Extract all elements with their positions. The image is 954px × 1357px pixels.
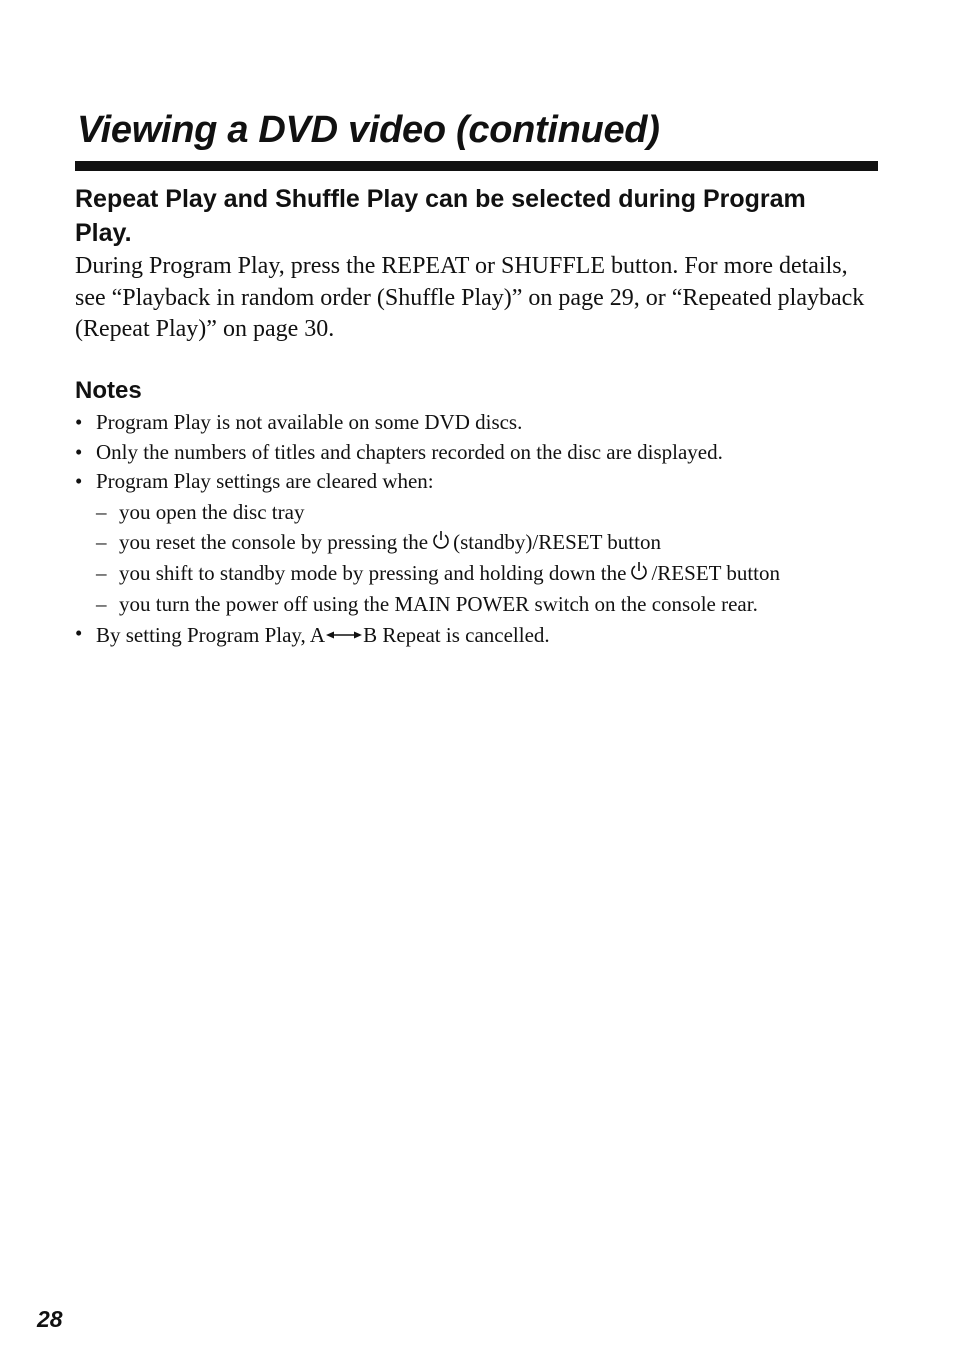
title-rule xyxy=(75,161,878,171)
note-item xyxy=(75,408,895,438)
note-item xyxy=(75,467,895,619)
note-text: By setting Program Play, A xyxy=(96,622,326,647)
sub-item xyxy=(96,558,895,589)
sub-item-text: you shift to standby mode by pressing and holding down the xyxy=(119,560,627,585)
sub-item-text: /RESET button xyxy=(651,560,781,585)
bullet: • xyxy=(75,439,83,464)
notes-heading: Notes xyxy=(75,377,142,404)
bullet: • xyxy=(75,410,83,434)
note-text: Program Play settings are cleared when: xyxy=(96,469,434,493)
double-arrow-icon xyxy=(326,619,362,649)
power-icon xyxy=(630,559,648,589)
cleared-when-list xyxy=(96,497,895,619)
page-title: Viewing a DVD video (continued) xyxy=(77,109,660,151)
note-text: Program Play is not available on some DVD discs. xyxy=(96,410,523,434)
sub-item-text: you open the disc tray xyxy=(119,499,305,524)
note-text: Only the numbers of titles and chapters recorded on the disc are displayed. xyxy=(96,439,723,464)
section-heading: Repeat Play and Shuffle Play can be selected during Program Play. xyxy=(75,185,806,247)
sub-item-text: you reset the console by pressing the xyxy=(119,529,429,554)
dash: – xyxy=(96,499,107,524)
sub-item xyxy=(96,589,895,619)
sub-item-text: (standby)/RESET button xyxy=(453,529,661,554)
bullet: • xyxy=(75,620,83,645)
power-icon xyxy=(432,528,450,558)
dash: – xyxy=(96,529,107,554)
page-number: 28 xyxy=(37,1306,63,1332)
note-text: B Repeat is cancelled. xyxy=(363,622,550,647)
section-body: During Program Play, press the REPEAT or SHUFFLE button. For more details, see “Playback in random order (Shuffle Play)” on page 29, or “Repeated playback (Repeat Play)” on page 30. xyxy=(75,253,865,342)
note-item xyxy=(75,619,895,651)
dash: – xyxy=(96,560,107,585)
sub-item-text: you turn the power off using the MAIN POWER switch on the console rear. xyxy=(119,591,758,616)
dash: – xyxy=(96,591,107,616)
sub-item xyxy=(96,497,895,527)
bullet: • xyxy=(75,469,83,493)
note-item xyxy=(75,438,895,468)
sub-item xyxy=(96,527,895,558)
notes-list xyxy=(75,408,895,650)
